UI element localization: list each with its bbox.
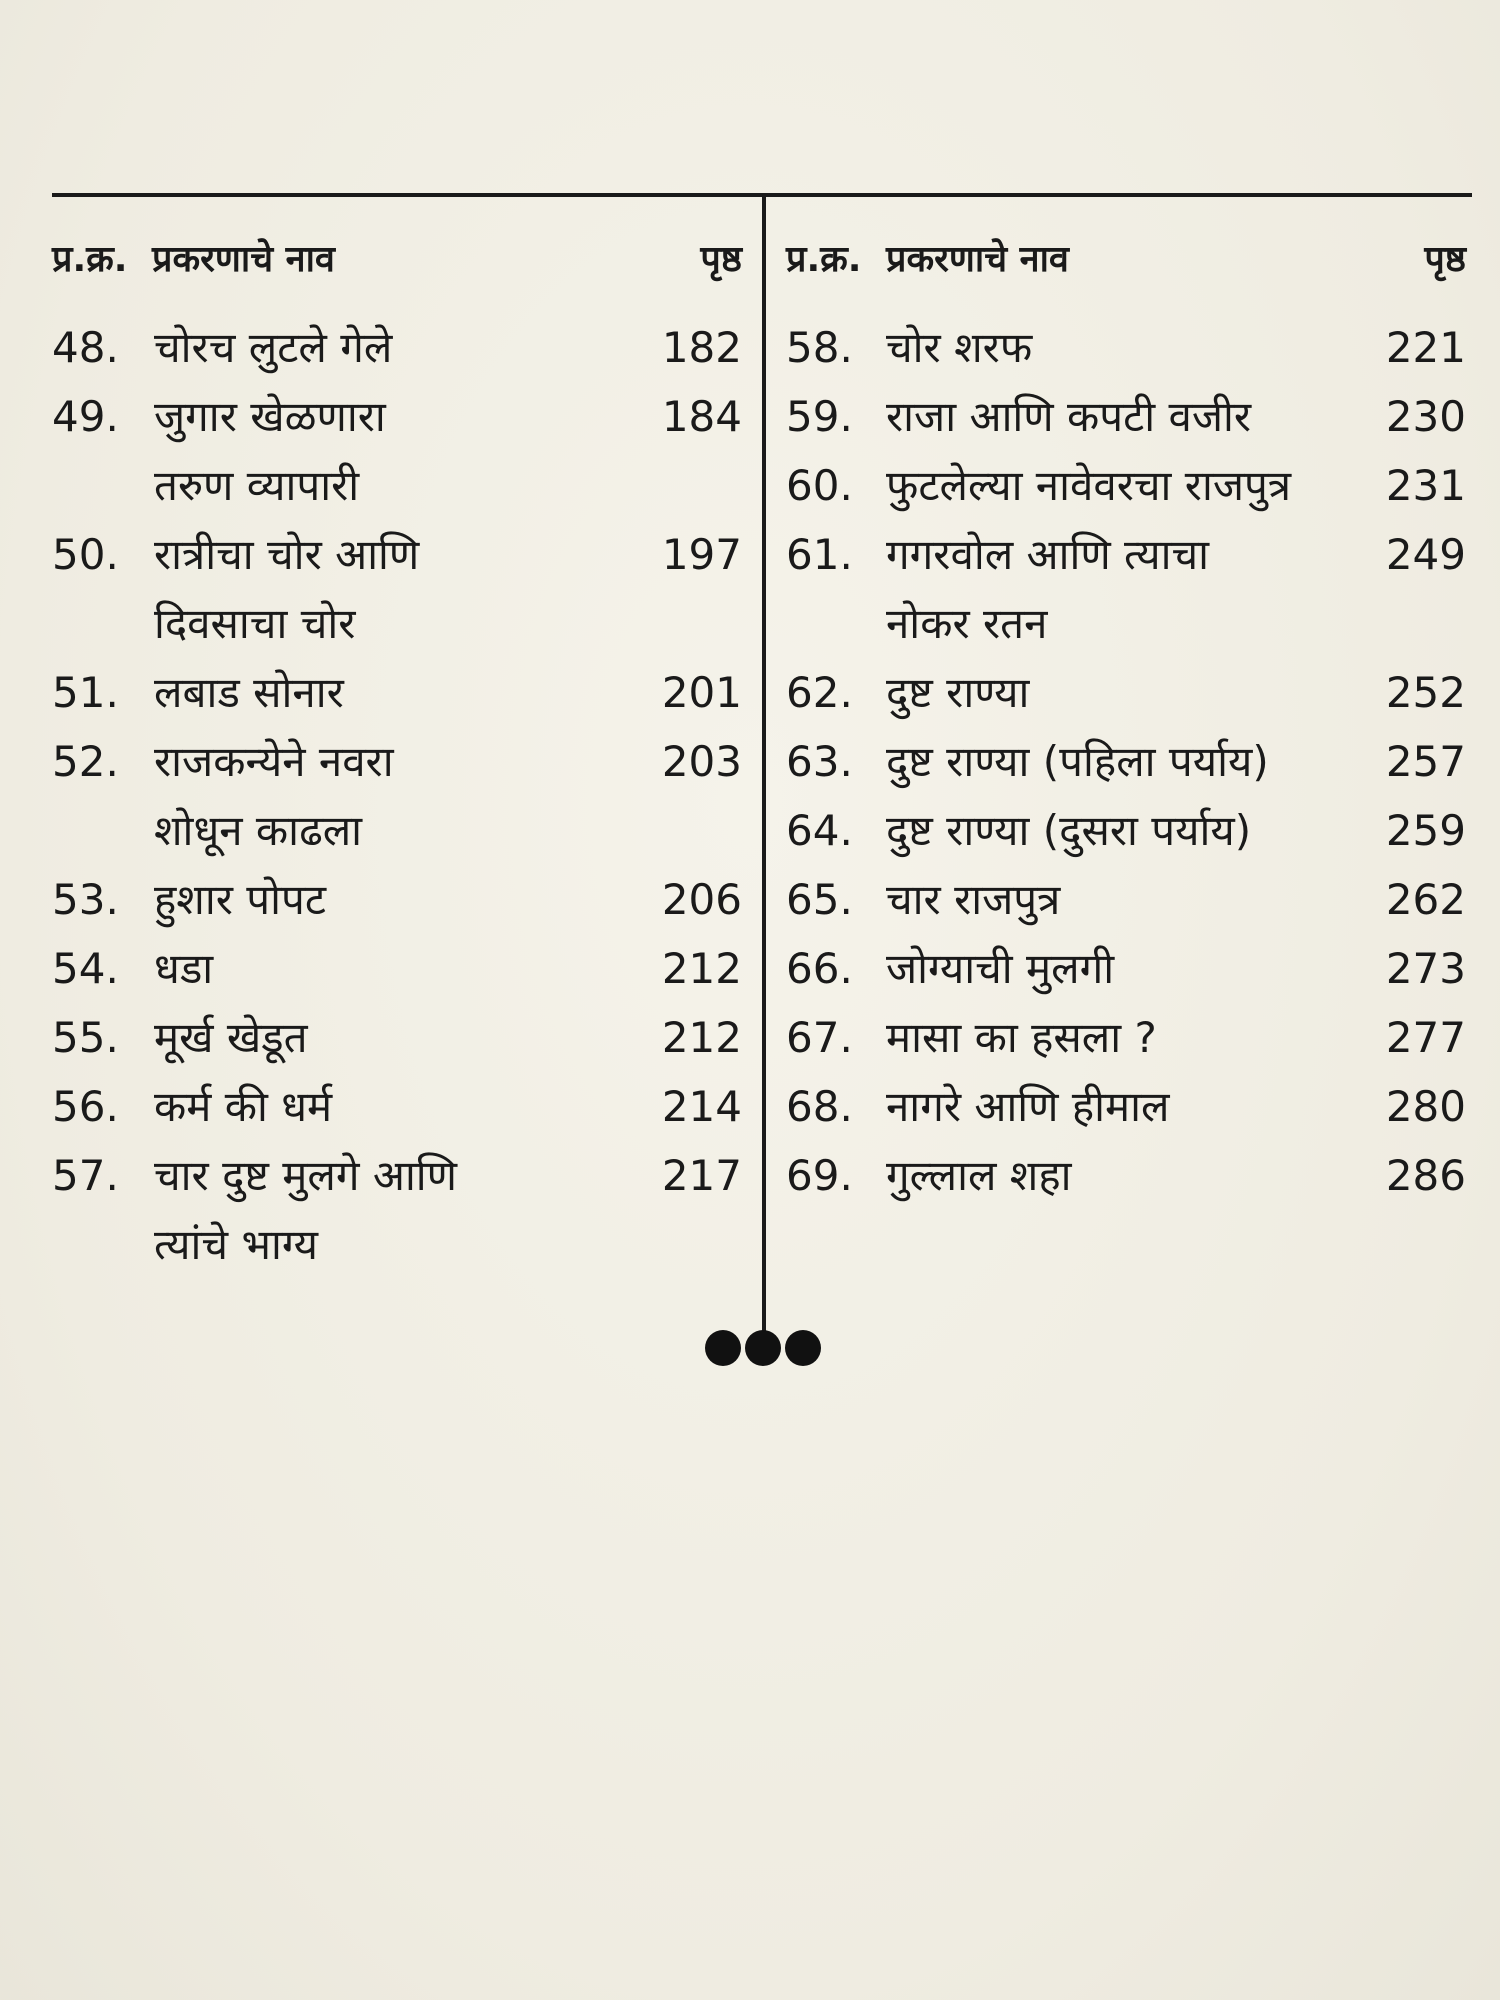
entry-page-number: 212 <box>661 1013 742 1062</box>
entry-page-number: 203 <box>661 737 742 786</box>
toc-left-column <box>52 193 742 1279</box>
entry-title <box>154 382 622 520</box>
entry-title-line: गुल्लाल शहा <box>886 1151 1072 1200</box>
entry-title <box>154 313 622 382</box>
ornament-dot <box>705 1330 741 1366</box>
entry-page-number: 273 <box>1385 944 1466 993</box>
entry-title-line: कर्म की धर्म <box>154 1082 333 1131</box>
ornament-dot <box>745 1330 781 1366</box>
header-title-label: प्रकरणाचे नाव <box>152 239 335 280</box>
entry-title-line: मासा का हसला ? <box>886 1013 1157 1062</box>
toc-entry <box>786 1141 1466 1210</box>
toc-entry <box>52 313 742 382</box>
entry-title-line: मूर्ख खेडूत <box>154 1013 308 1062</box>
entry-page-number: 206 <box>661 875 742 924</box>
entry-number: 56. <box>52 1082 119 1131</box>
entry-page-number: 197 <box>661 530 742 579</box>
toc-right-column <box>786 193 1466 1210</box>
entry-title-line: धडा <box>154 944 214 993</box>
entry-number: 64. <box>786 806 853 855</box>
entry-page-number: 257 <box>1385 737 1466 786</box>
entry-page-number: 286 <box>1385 1151 1466 1200</box>
entry-number: 60. <box>786 461 853 510</box>
entry-number: 52. <box>52 737 119 786</box>
entry-title-line: चोरच लुटले गेले <box>154 323 393 372</box>
entry-title-line: राजकन्येने नवरा <box>154 737 394 786</box>
entry-title <box>154 1141 622 1279</box>
end-ornament <box>705 1330 825 1370</box>
toc-entry <box>786 727 1466 796</box>
entry-number: 59. <box>786 392 853 441</box>
entry-page-number: 221 <box>1385 323 1466 372</box>
toc-entry <box>52 727 742 865</box>
entry-number: 61. <box>786 530 853 579</box>
toc-entry <box>52 382 742 520</box>
entry-number: 54. <box>52 944 119 993</box>
entry-title <box>154 934 622 1003</box>
toc-entry <box>52 865 742 934</box>
entry-title-line: शोधून काढला <box>154 806 363 855</box>
entry-page-number: 182 <box>661 323 742 372</box>
entry-page-number: 230 <box>1385 392 1466 441</box>
entry-page-number: 280 <box>1385 1082 1466 1131</box>
toc-entry <box>786 520 1466 658</box>
toc-header-right <box>786 193 1466 313</box>
entry-number: 69. <box>786 1151 853 1200</box>
entry-title-line: नागरे आणि हीमाल <box>886 1082 1170 1131</box>
entry-title <box>886 1072 1346 1141</box>
toc-entry <box>786 313 1466 382</box>
entry-title-line: चोर शरफ <box>886 323 1033 372</box>
toc-entry <box>786 451 1466 520</box>
entry-title-line: हुशार पोपट <box>154 875 327 924</box>
header-page-label: पृष्ठ <box>1424 239 1466 280</box>
header-title-label: प्रकरणाचे नाव <box>886 239 1069 280</box>
entry-title <box>154 1003 622 1072</box>
entry-title-line: राजा आणि कपटी वजीर <box>886 392 1252 441</box>
toc-entry <box>52 1141 742 1279</box>
entry-title-line: दुष्ट राण्या (दुसरा पर्याय) <box>886 806 1252 855</box>
entry-page-number: 262 <box>1385 875 1466 924</box>
entry-title <box>154 1072 622 1141</box>
entry-page-number: 231 <box>1385 461 1466 510</box>
toc-entry <box>786 796 1466 865</box>
entry-title <box>886 796 1346 865</box>
entry-number: 63. <box>786 737 853 786</box>
entry-number: 48. <box>52 323 119 372</box>
entry-title-line: चार दुष्ट मुलगे आणि <box>154 1151 458 1200</box>
entry-title <box>154 727 622 865</box>
entry-number: 55. <box>52 1013 119 1062</box>
entry-title <box>886 451 1346 520</box>
toc-entry <box>52 1072 742 1141</box>
entry-page-number: 259 <box>1385 806 1466 855</box>
toc-entry <box>786 865 1466 934</box>
entry-number: 53. <box>52 875 119 924</box>
entry-number: 51. <box>52 668 119 717</box>
entry-number: 62. <box>786 668 853 717</box>
entry-title-line: फुटलेल्या नावेवरचा राजपुत्र <box>886 461 1292 510</box>
entry-title-line: त्यांचे भाग्य <box>154 1220 319 1269</box>
entry-number: 67. <box>786 1013 853 1062</box>
entry-page-number: 212 <box>661 944 742 993</box>
entry-title <box>886 727 1346 796</box>
entry-title <box>886 865 1346 934</box>
entry-title <box>886 382 1346 451</box>
toc-entry <box>786 1072 1466 1141</box>
entry-title <box>886 934 1346 1003</box>
toc-entry <box>52 1003 742 1072</box>
entry-title-line: गगरवोल आणि त्याचा <box>886 530 1210 579</box>
entry-page-number: 184 <box>661 392 742 441</box>
ornament-dot <box>785 1330 821 1366</box>
entry-number: 50. <box>52 530 119 579</box>
entry-title <box>886 658 1346 727</box>
entry-title-line: जुगार खेळणारा <box>154 392 386 441</box>
toc-entry <box>52 520 742 658</box>
entry-number: 57. <box>52 1151 119 1200</box>
toc-header-left <box>52 193 742 313</box>
toc-entry <box>52 934 742 1003</box>
toc-right-list <box>786 313 1466 1210</box>
toc-entry <box>786 382 1466 451</box>
entry-page-number: 277 <box>1385 1013 1466 1062</box>
entry-title <box>886 520 1346 658</box>
entry-number: 49. <box>52 392 119 441</box>
toc-entry <box>786 1003 1466 1072</box>
entry-title-line: दुष्ट राण्या <box>886 668 1030 717</box>
entry-number: 68. <box>786 1082 853 1131</box>
center-column-rule <box>762 193 766 1348</box>
header-number-label: प्र.क्र. <box>52 239 128 280</box>
entry-title <box>154 520 622 658</box>
entry-title-line: रात्रीचा चोर आणि <box>154 530 420 579</box>
toc-left-list <box>52 313 742 1279</box>
entry-page-number: 201 <box>661 668 742 717</box>
entry-title-line: दुष्ट राण्या (पहिला पर्याय) <box>886 737 1269 786</box>
toc-entry <box>786 934 1466 1003</box>
entry-page-number: 249 <box>1385 530 1466 579</box>
toc-entry <box>786 658 1466 727</box>
entry-title <box>886 1141 1346 1210</box>
entry-title <box>154 865 622 934</box>
toc-entry <box>52 658 742 727</box>
entry-title-line: चार राजपुत्र <box>886 875 1061 924</box>
header-number-label: प्र.क्र. <box>786 239 862 280</box>
entry-title-line: तरुण व्यापारी <box>154 461 360 510</box>
header-page-label: पृष्ठ <box>700 239 742 280</box>
entry-page-number: 252 <box>1385 668 1466 717</box>
entry-title <box>886 313 1346 382</box>
entry-title-line: नोकर रतन <box>886 599 1048 648</box>
entry-title-line: जोग्याची मुलगी <box>886 944 1115 993</box>
entry-page-number: 217 <box>661 1151 742 1200</box>
entry-number: 65. <box>786 875 853 924</box>
entry-title-line: लबाड सोनार <box>154 668 344 717</box>
entry-title-line: दिवसाचा चोर <box>154 599 356 648</box>
entry-number: 58. <box>786 323 853 372</box>
entry-title <box>154 658 622 727</box>
entry-title <box>886 1003 1346 1072</box>
entry-number: 66. <box>786 944 853 993</box>
entry-page-number: 214 <box>661 1082 742 1131</box>
